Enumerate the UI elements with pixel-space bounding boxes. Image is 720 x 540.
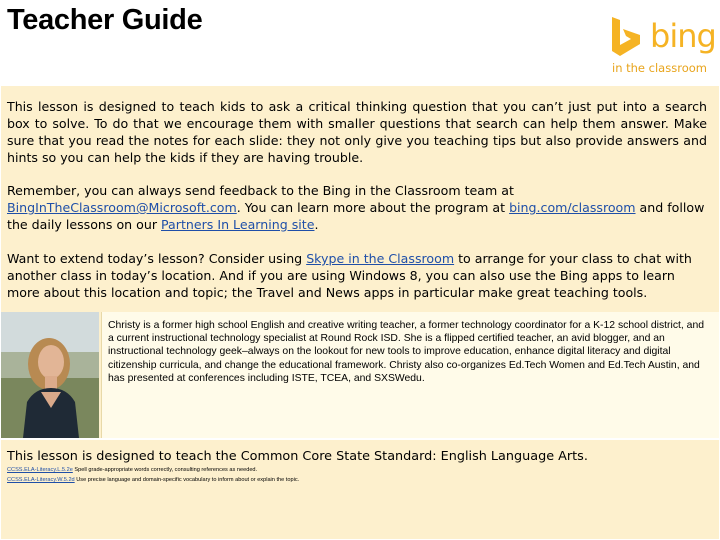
section-divider [1, 438, 719, 440]
bing-b-icon [610, 17, 646, 57]
standard-description: Spell grade-appropriate words correctly, consulting references as needed. [72, 467, 258, 473]
skype-in-the-classroom-link[interactable]: Skype in the Classroom [306, 251, 455, 266]
standard-item [7, 477, 299, 483]
standard-description: Use precise language and domain-specific vocabulary to inform about or explain the topic. [74, 477, 300, 483]
standards-title: This lesson is designed to teach the Common Core State Standard: English Language Arts. [7, 449, 588, 464]
page-title: Teacher Guide [7, 4, 203, 36]
feedback-text-3: and follow the daily lessons on our [7, 200, 705, 232]
extend-text-2: to arrange for your class to chat with another class in today’s location. And if you are using Windows 8, you can also use the Bing apps to learn more about this location and topic; the Travel and News apps in particular make great teaching tools. [7, 251, 692, 300]
standard-item [7, 467, 257, 473]
logo-wordmark: bing [650, 17, 716, 55]
feedback-email-link[interactable]: BingInTheClassroom@Microsoft.com [7, 200, 237, 215]
standard-code-link[interactable]: CCSS.ELA-Literacy.L.5.2e [7, 467, 73, 473]
extend-text-1: Want to extend today’s lesson? Consider using [7, 251, 307, 266]
standard-code-link[interactable]: CCSS.ELA-Literacy.W.5.2d [7, 477, 75, 483]
intro-paragraph: This lesson is designed to teach kids to ask a critical thinking question that you can’t just put into a search box to solve. To do that we encourage them with smaller questions that search can help them answer. Make sure that you read the notes for each slide: they not only give you teaching tips but also provide answers and hints so you can help the kids if they are having trouble. [7, 99, 707, 165]
bing-in-the-classroom-logo [610, 17, 716, 75]
feedback-text-4: . [314, 217, 319, 232]
author-bio-text: Christy is a former high school English and creative writing teacher, a former technology coordinator for a K-12 school district, and a current instructional technology specialist at Round Rock ISD. She is a flipped certified teacher, an avid blogger, and an instructional technology geek–always on the lookout for new tools to improve education, enhance digital literacy and digital citizenship curricula, and change the educational framework. Christy also co-organizes Ed.Tech Women and Ed.Tech Austin, and has presented at conferences including ISTE, TCEA, and SXSWedu. [108, 320, 705, 384]
logo-subtitle: in the classroom [612, 61, 707, 75]
feedback-text-1: Remember, you can always send feedback to the Bing in the Classroom team at [7, 183, 514, 198]
bing-classroom-link[interactable]: bing.com/classroom [509, 200, 636, 215]
feedback-text-2: . You can learn more about the program at [236, 200, 510, 215]
partners-in-learning-link[interactable]: Partners In Learning site [161, 217, 315, 232]
feedback-paragraph [7, 182, 707, 233]
author-photo [1, 312, 99, 438]
author-bio-box [101, 312, 719, 438]
extend-paragraph [7, 250, 707, 301]
